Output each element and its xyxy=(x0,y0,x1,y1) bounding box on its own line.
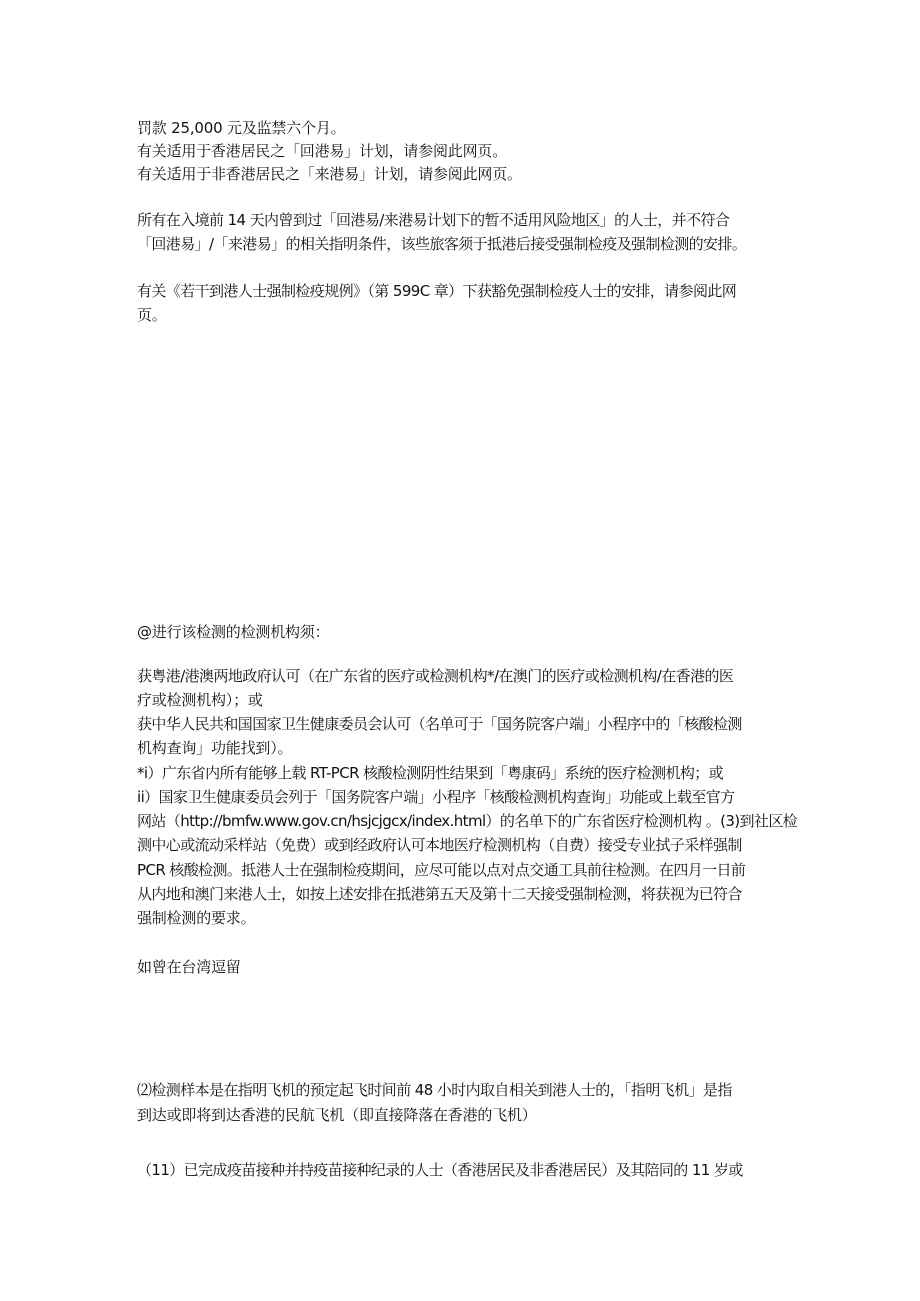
text-line: 页。 xyxy=(137,306,167,324)
text-line: （11）已完成疫苗接种并持疫苗接种纪录的人士（香港居民及非香港居民）及其陪同的 11 岁或 xyxy=(137,1161,743,1179)
text-line: PCR 核酸检测。抵港人士在强制检疫期间，应尽可能以点对点交通工具前往检测。在四月一日前 xyxy=(137,861,746,879)
text-line: 「回港易」/「来港易」的相关指明条件，该些旅客须于抵港后接受强制检疫及强制检测的安排。 xyxy=(137,235,747,253)
text-line-exemption-link[interactable]: 有关《若干到港人士强制检疫规例》（第 599C 章）下获豁免强制检疫人士的安排，请参阅此网 xyxy=(137,282,737,300)
text-line: 罚款 25,000 元及监禁六个月。 xyxy=(137,119,346,137)
text-line: 测中心或流动采样站（免费）或到经政府认可本地医疗检测机构（自费）接受专业拭子采样强制 xyxy=(137,836,742,854)
text-line: ⑵检测样本是在指明飞机的预定起飞时间前 48 小时内取自相关到港人士的，「指明飞机」是指 xyxy=(137,1081,732,1099)
text-line-hk-residents-link[interactable]: 有关适用于香港居民之「回港易」计划，请参阅此网页。 xyxy=(137,142,508,160)
section-heading-taiwan: 如曾在台湾逗留 xyxy=(137,958,241,976)
text-line: 机构查询」功能找到）。 xyxy=(137,739,293,757)
text-line: 到达或即将到达香港的民航飞机（即直接降落在香港的飞机） xyxy=(137,1106,537,1124)
text-line: *i）广东省内所有能够上载 RT-PCR 核酸检测阴性结果到「粤康码」系统的医疗检测机构；或 xyxy=(137,764,724,782)
text-line: 强制检测的要求。 xyxy=(137,909,256,927)
text-line: 疗或检测机构）；或 xyxy=(137,691,263,709)
note-heading: @进行该检测的检测机构须： xyxy=(137,623,330,641)
text-line: ii）国家卫生健康委员会列于「国务院客户端」小程序「核酸检测机构查询」功能或上载至官方 xyxy=(137,788,735,806)
text-line: 所有在入境前 14 天内曾到过「回港易/来港易计划下的暂不适用风险地区」的人士，并不符合 xyxy=(137,211,730,229)
text-line: 从内地和澳门来港人士，如按上述安排在抵港第五天及第十二天接受强制检测，将获视为已符合 xyxy=(137,885,742,903)
text-line-url[interactable]: 网站（http://bmfw.www.gov.cn/hsjcjgcx/index.html）的名单下的广东省医疗检测机构 。(3)到社区检 xyxy=(137,812,798,830)
text-line: 获中华人民共和国国家卫生健康委员会认可（名单可于「国务院客户端」小程序中的「核酸检测 xyxy=(137,715,742,733)
text-line-non-hk-residents-link[interactable]: 有关适用于非香港居民之「来港易」计划，请参阅此网页。 xyxy=(137,165,522,183)
text-line: 获粤港/港澳两地政府认可（在广东省的医疗或检测机构*/在澳门的医疗或检测机构/在香港的医 xyxy=(137,667,734,685)
